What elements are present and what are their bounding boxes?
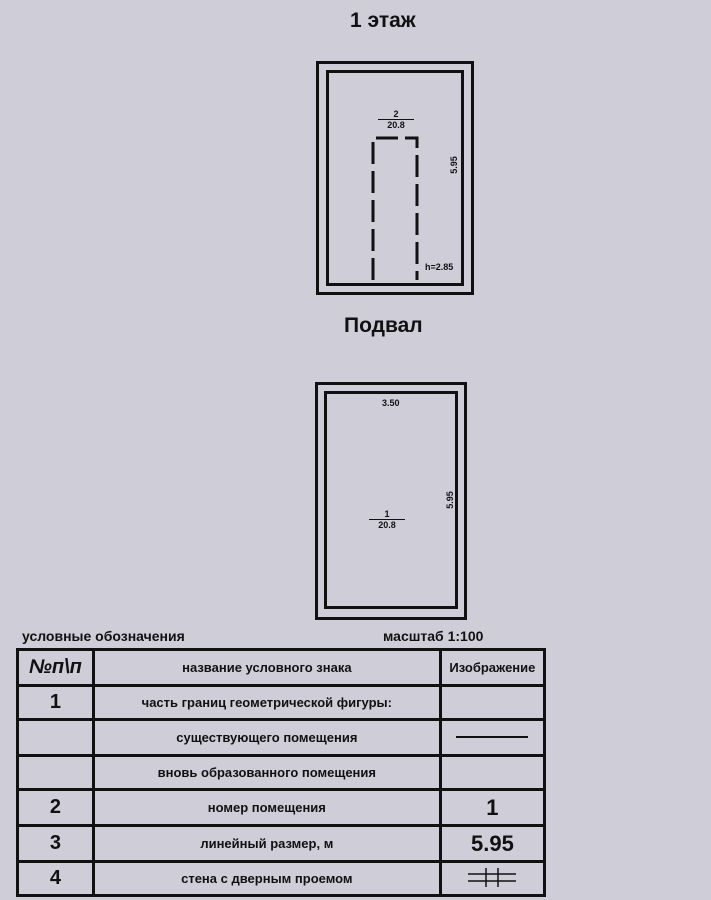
legend-row-num: 3 <box>18 826 94 862</box>
legend-row-image-door-symbol <box>440 862 544 896</box>
legend-row-num <box>18 756 94 790</box>
basement-room-number: 1 <box>369 509 405 520</box>
basement-dimension-top: 3.50 <box>382 398 400 408</box>
basement-title: Подвал <box>344 314 423 337</box>
floor1-new-room-boundary <box>365 130 425 285</box>
legend-row-image: 1 <box>440 790 544 826</box>
basement-room-area: 20.8 <box>378 520 396 530</box>
legend-row-num: 2 <box>18 790 94 826</box>
legend-row <box>18 862 545 896</box>
legend-caption: условные обозначения <box>22 628 185 644</box>
legend-header-num: №п\п <box>18 650 94 686</box>
legend-row-image: 5.95 <box>440 826 544 862</box>
basement-dimension-side: 5.95 <box>445 491 455 509</box>
legend-row-name: часть границ геометрической фигуры: <box>93 686 440 720</box>
basement-inner-wall <box>324 391 458 609</box>
floor1-room-area: 20.8 <box>387 120 405 130</box>
legend-header-image: Изображение <box>440 650 544 686</box>
floor1-room-number: 2 <box>378 109 414 120</box>
legend-row <box>18 686 545 720</box>
legend-row-num <box>18 720 94 756</box>
legend-row-num: 1 <box>18 686 94 720</box>
legend-row <box>18 756 545 790</box>
legend-header-name: название условного знака <box>93 650 440 686</box>
basement-room-label <box>369 509 405 530</box>
legend-scale: масштаб 1:100 <box>383 628 484 644</box>
floor1-dimension-side: 5.95 <box>449 156 459 174</box>
legend-row-image <box>440 756 544 790</box>
legend-header-row <box>18 650 545 686</box>
legend-row-name: существующего помещения <box>93 720 440 756</box>
legend-row-name: линейный размер, м <box>93 826 440 862</box>
legend-row <box>18 720 545 756</box>
legend-row-num: 4 <box>18 862 94 896</box>
legend-row <box>18 790 545 826</box>
solid-line-symbol <box>452 732 532 742</box>
legend-row-name: номер помещения <box>93 790 440 826</box>
floor1-title: 1 этаж <box>350 9 416 32</box>
legend-table <box>16 648 546 897</box>
door-wall-symbol-icon <box>462 865 522 889</box>
floor1-height-label: h=2.85 <box>425 262 454 272</box>
floor1-room-label <box>378 109 414 130</box>
legend-row <box>18 826 545 862</box>
legend-row-name: вновь образованного помещения <box>93 756 440 790</box>
legend-row-name: стена с дверным проемом <box>93 862 440 896</box>
legend-row-image <box>440 686 544 720</box>
legend-row-image-solid-line <box>440 720 544 756</box>
